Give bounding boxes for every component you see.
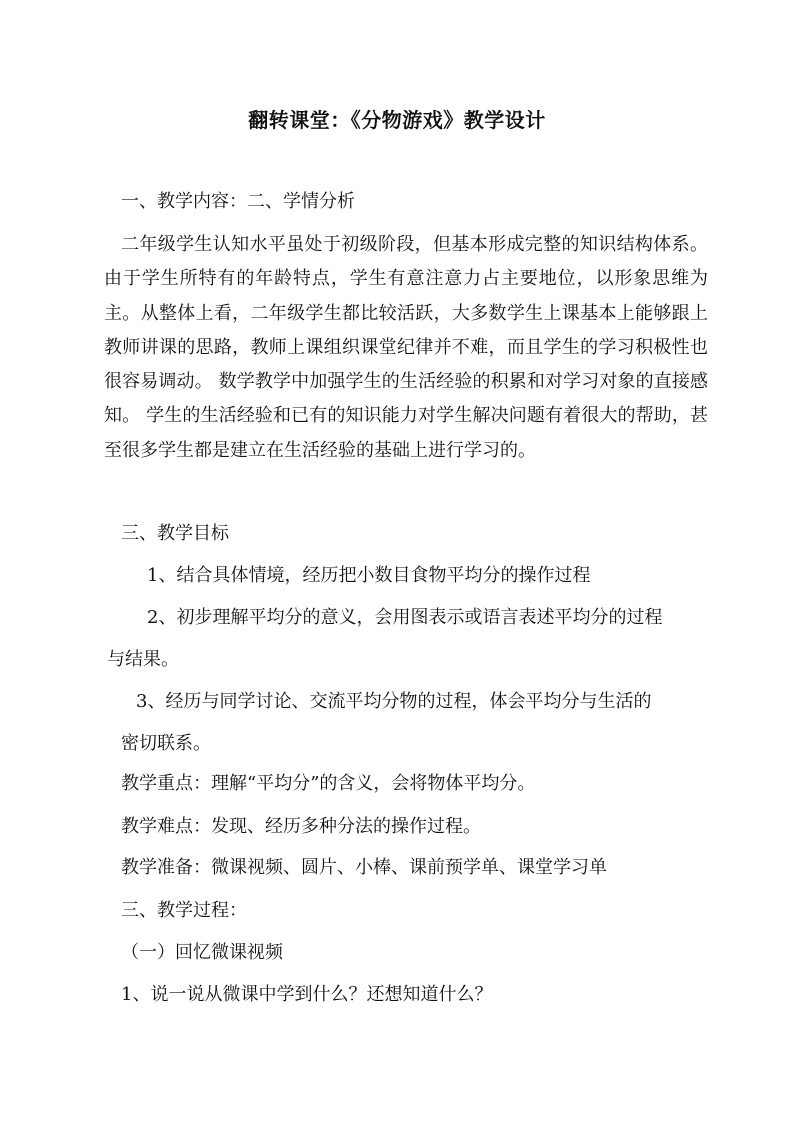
question-item-1: 1、说一说从微课中学到什么？还想知道什么？ (121, 984, 493, 1005)
goal-item-1: 1、结合具体情境，经历把小数目食物平均分的操作过程 (147, 565, 591, 586)
subsection-heading-review: （一）回忆微课视频 (121, 942, 283, 963)
student-analysis-paragraph: 二年级学生认知水平虽处于初级阶段，但基本形成完整的知识结构体系。由于学生所特有的年龄特点，学生有意注意力占主要地位，以形象思维为主。从整体上看，二年级学生都比较活跃，大多数学生上课基本上能够跟上教师讲课的思路，教师上课组织课堂纪律并不难，而且学生的学习积极性也很容易调动。 数学教学中加强学生的生活经验的积累和对学习对象的直接感知。 学生的生活经验和已有的知识能力对学生解决问题有着很大的帮助，甚至很多学生都是建立在生活经验的基础上进行学习的。 (104, 234, 708, 461)
section-heading-process: 三、教学过程： (121, 900, 247, 921)
goal-item-2-line-1: 2、初步理解平均分的意义，会用图表示或语言表述平均分的过程 (147, 607, 663, 628)
section-heading-content-analysis: 一、教学内容：二、学情分析 (121, 191, 355, 212)
key-point: 教学重点：理解“平均分”的含义，会将物体平均分。 (121, 773, 536, 794)
teaching-preparation: 教学准备：微课视频、圆片、小棒、课前预学单、课堂学习单 (121, 857, 607, 878)
difficult-point: 教学难点：发现、经历多种分法的操作过程。 (121, 816, 481, 837)
goal-item-3-line-2: 密切联系。 (121, 733, 211, 754)
goal-item-3-line-1: 3、经历与同学讨论、交流平均分物的过程，体会平均分与生活的 (136, 691, 652, 712)
section-heading-goals: 三、教学目标 (121, 523, 229, 544)
document-title: 翻转课堂：《分物游戏》教学设计 (248, 108, 546, 132)
goal-item-2-line-2: 与结果。 (107, 649, 179, 670)
